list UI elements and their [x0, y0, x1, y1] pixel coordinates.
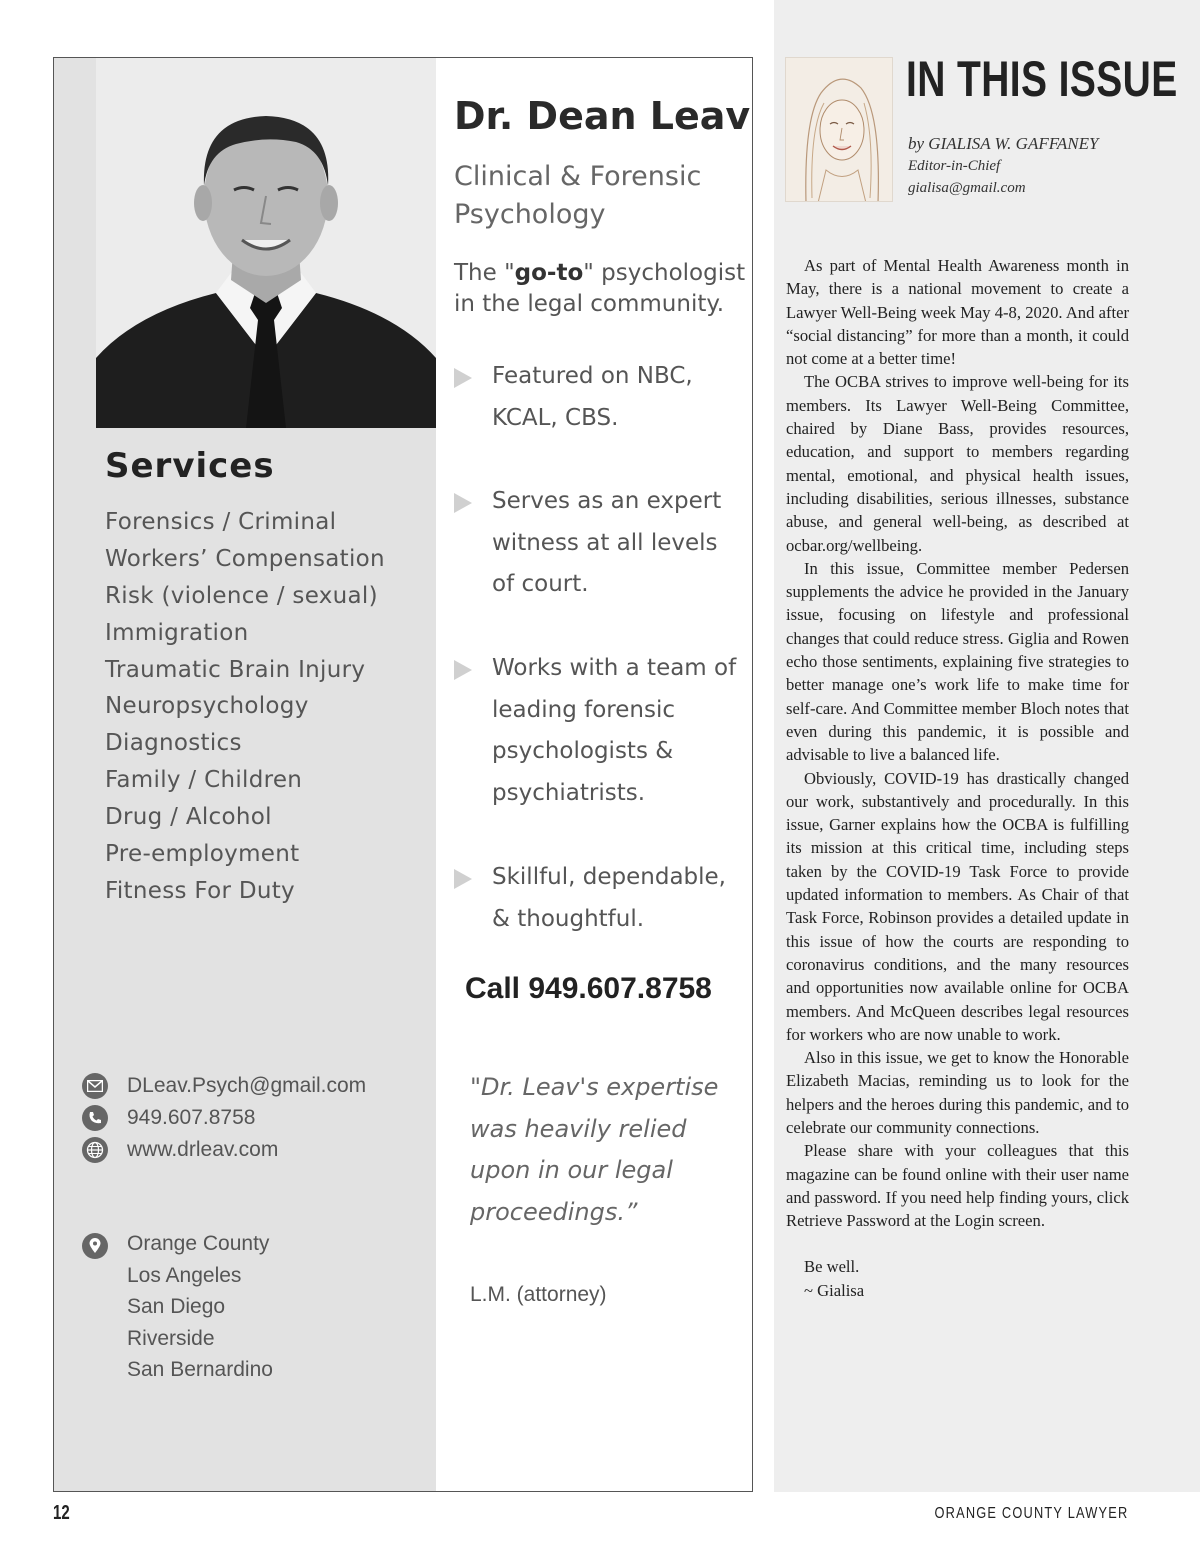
signoff-line: Be well. [804, 1257, 860, 1277]
service-item: Immigration [105, 619, 249, 646]
triangle-bullet-icon [454, 857, 492, 940]
location-item: San Diego [127, 1295, 226, 1319]
location-item: Orange County [127, 1232, 270, 1255]
feature-text: Skillful, dependable, & thoughtful. [492, 864, 726, 932]
article-paragraph: As part of Mental Health Awareness month in May, there is a national movement to create a Lawyer Well-Being week May 4-8, 2020. And after “social distancing” for more than a month, it could not come at a better time! [786, 256, 1129, 369]
contact-block [82, 1070, 366, 1166]
feature-text: Serves as an expert witness at all levels of court. [492, 488, 722, 598]
email-row[interactable] [82, 1070, 366, 1102]
location-item: Riverside [127, 1326, 215, 1350]
feature-bullet [454, 857, 753, 940]
phone-number[interactable]: 949.607.8758 [127, 1106, 256, 1129]
feature-bullet [454, 481, 753, 606]
feature-bullet [454, 356, 753, 439]
feature-text: Featured on NBC, KCAL, CBS. [492, 363, 693, 431]
article-paragraph: The OCBA strives to improve well-being for its members. Its Lawyer Well-Being Committee, chaired by Diane Bass, provides resources, education, and support to members regarding mental, emotional, and physical health issues, including disabilities, serious illnesses, substance abuse, and general well-being, as described at ocbar.org/wellbeing. [786, 372, 1129, 555]
service-item: Workers’ Compensation [105, 545, 385, 572]
article-paragraph: In this issue, Committee member Pedersen supplements the advice he provided in the January issue, focusing on lifestyle and professional changes that could reduce stress. Giglia and Rowen echo those sentiments, explaining five strategies to better manage one’s work life to make time for self-care. And Committee member Bloch notes that even during this pandemic, it is possible and advisable to live a balanced life. [786, 558, 1129, 765]
signoff-signature: ~ Gialisa [804, 1280, 865, 1300]
byline [908, 132, 1098, 199]
article-paragraph: Also in this issue, we get to know the Honorable Elizabeth Macias, reminding us to look for the helpers and the heroes during this pandemic, and to celebrate our community connections. [786, 1048, 1129, 1137]
service-item: Neuropsychology [105, 693, 309, 720]
website-row[interactable] [82, 1134, 366, 1166]
article-paragraph: Obviously, COVID-19 has drastically changed our work, substantively and procedurally. In this issue, Garner explains how the OCBA is fulfilling its mission at this critical time, including steps taken by the COVID-19 Task Force to provide updated information to members. As Chair of that Task Force, Robinson provides a detailed update in this issue of how the courts are responding to coronavirus conditions, and the many resources and opportunities now available online for OCBA members. And McQueen describes legal resources for workers who are now unable to work. [786, 768, 1129, 1044]
doctor-name: Dr. Dean Leav [454, 94, 751, 138]
phone-icon [82, 1105, 108, 1131]
triangle-bullet-icon [454, 648, 492, 814]
publication-name: ORANGE COUNTY LAWYER [934, 1505, 1128, 1522]
service-item: Family / Children [105, 767, 303, 794]
service-item: Traumatic Brain Injury [105, 656, 366, 683]
map-pin-icon [82, 1233, 108, 1259]
author-email[interactable]: gialisa@gmail.com [908, 180, 1026, 196]
call-to-action[interactable]: Call 949.607.8758 [465, 972, 712, 1005]
doctor-photo [96, 58, 436, 428]
triangle-bullet-icon [454, 481, 492, 606]
locations-block [82, 1230, 273, 1388]
website-link[interactable]: www.drleav.com [127, 1138, 279, 1161]
section-title: IN THIS ISSUE [906, 51, 1178, 107]
locations-list [127, 1230, 273, 1388]
email-link[interactable]: DLeav.Psych@gmail.com [127, 1074, 367, 1097]
service-item: Diagnostics [105, 730, 242, 757]
envelope-icon [82, 1073, 108, 1099]
feature-text: Works with a team of leading forensic psychologists & psychiatrists. [492, 655, 737, 806]
globe-icon [82, 1137, 108, 1163]
service-item: Pre-employment [105, 841, 300, 868]
triangle-bullet-icon [454, 356, 492, 439]
ad-details [454, 58, 753, 1491]
service-item: Forensics / Criminal [105, 509, 337, 535]
tagline [454, 258, 753, 320]
signoff [786, 1255, 1129, 1302]
article-paragraph: Please share with your colleagues that this magazine can be found online with their user name and password. If you need help finding yours, click Retrieve Password at the Login screen. [786, 1141, 1129, 1231]
services-list [105, 506, 385, 912]
page-number: 12 [53, 1502, 70, 1524]
service-item: Drug / Alcohol [105, 804, 272, 831]
services-heading: Services [105, 446, 275, 486]
service-item: Risk (violence / sexual) [105, 582, 378, 609]
editor-portrait-sketch [785, 57, 893, 202]
location-item: San Bernardino [127, 1358, 273, 1382]
author-role: Editor-in-Chief [908, 158, 1001, 174]
tagline-pre: The " [454, 260, 515, 286]
feature-bullet [454, 648, 753, 814]
testimonial-attribution: L.M. (attorney) [470, 1283, 607, 1306]
location-item: Los Angeles [127, 1263, 242, 1287]
advertisement [53, 57, 753, 1492]
testimonial-quote: "Dr. Leav's expertise was heavily relied upon in our legal proceedings.” [470, 1073, 719, 1226]
tagline-post: " psychologist in the legal community. [454, 260, 746, 317]
tagline-emphasis: go-to [514, 260, 584, 286]
phone-row[interactable] [82, 1102, 366, 1134]
doctor-specialty: Clinical & Forensic Psychology [454, 161, 702, 230]
service-item: Fitness For Duty [105, 877, 295, 904]
author-name: by GIALISA W. GAFFANEY [908, 134, 1099, 153]
editorial-article [786, 254, 1129, 1302]
